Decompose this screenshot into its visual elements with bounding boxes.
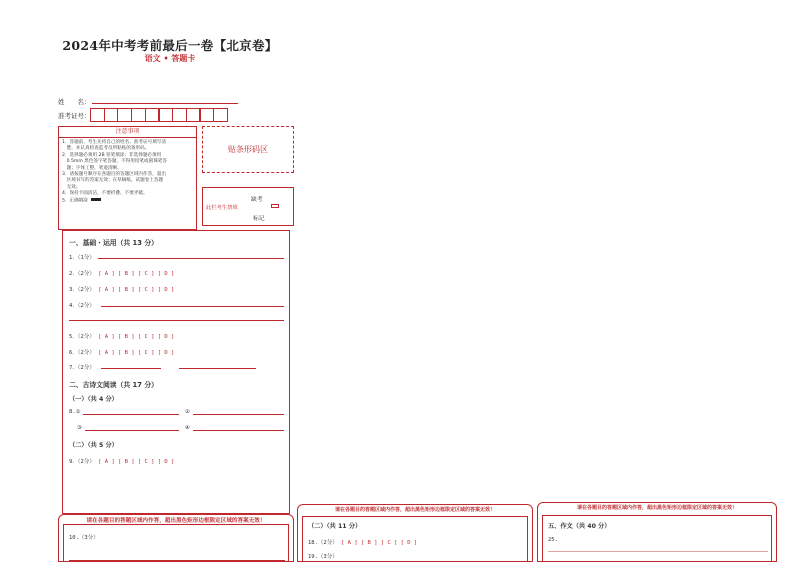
question-9-options[interactable]: [ A ] [ B ] [ C ] [ D ] xyxy=(98,459,175,465)
absent-mark-box xyxy=(202,187,294,226)
notice-item: 4．保持卡面清洁，不要折叠、不要弄破。 xyxy=(62,191,148,197)
barcode-label: 贴条形码区 xyxy=(228,145,268,154)
id-cell[interactable] xyxy=(90,108,105,122)
notice-item: 3．请按题号顺序在各题目的答题区域内作答，超出 xyxy=(62,172,166,178)
barcode-area xyxy=(202,126,294,173)
essay-title: 五、作文（共 40 分） xyxy=(548,523,611,530)
question-5: 5．（2分） [ A ] [ B ] [ C ] [ D ] xyxy=(69,334,175,340)
answer-panel-col3 xyxy=(537,502,777,562)
answer-line-4a[interactable] xyxy=(101,306,284,307)
question-18: 18.（2分） [ A ] [ B ] [ C ] [ D ] xyxy=(308,540,418,546)
notice-item: 2．选择题必须用 2B 铅笔填涂；非选择题必须用 xyxy=(62,152,162,158)
section1-title: 一、基础・运用（共 13 分） xyxy=(69,239,158,247)
question-5-options[interactable]: [ A ] [ B ] [ C ] [ D ] xyxy=(98,334,175,340)
absent-mark-label: 标记 xyxy=(253,216,265,222)
answer-line-10[interactable] xyxy=(69,560,285,561)
answer-panel-section1 xyxy=(62,230,290,514)
question-8-3: ③ xyxy=(77,425,82,431)
section2-title: 二、古诗文阅读（共 17 分） xyxy=(69,381,158,389)
essay-line-1[interactable] xyxy=(548,551,768,552)
absent-checkbox[interactable] xyxy=(271,204,279,208)
answer-box-10 xyxy=(63,524,289,561)
answer-line-7a[interactable] xyxy=(101,368,161,369)
notice-item: 无效。 xyxy=(62,184,81,190)
name-label: 姓 名： xyxy=(58,98,91,106)
absent-label: 缺考 xyxy=(251,197,263,203)
id-number-cells[interactable] xyxy=(90,108,227,122)
col2-sub-title: （二）（共 11 分） xyxy=(308,523,362,530)
id-cell[interactable] xyxy=(213,108,228,122)
area-warning-1: 请在各题目的答题区域内作答，超出黑色矩形边框限定区域的答案无效！ xyxy=(86,518,266,524)
section2-sub1: （一）（共 4 分） xyxy=(69,396,118,403)
id-cell[interactable] xyxy=(172,108,187,122)
area-warning-3: 请在各题目的答题区域内作答，超出黑色矩形边框限定区域的答案无效！ xyxy=(576,505,737,511)
question-8: 8.① xyxy=(69,409,81,415)
question-3-options[interactable]: [ A ] [ B ] [ C ] [ D ] xyxy=(98,287,175,293)
notice-title: 注意事项 xyxy=(59,127,196,138)
filled-mark-example xyxy=(91,198,101,202)
question-7: 7．（2分） xyxy=(69,365,95,371)
answer-line-4b[interactable] xyxy=(69,320,284,321)
answer-line-7b[interactable] xyxy=(179,368,256,369)
question-3: 3．（2分） [ A ] [ B ] [ C ] [ D ] xyxy=(69,287,175,293)
id-cell[interactable] xyxy=(159,108,174,122)
id-cell[interactable] xyxy=(145,108,160,122)
notice-item: 区域书写的答案无效；在草稿纸、试题卷上答题 xyxy=(62,178,164,184)
id-cell[interactable] xyxy=(186,108,201,122)
notice-item: 楚，并认真检查监考员所粘贴的条形码。 xyxy=(62,146,150,152)
answer-line-8-2[interactable] xyxy=(193,414,284,415)
question-8-2: ② xyxy=(185,409,190,415)
answer-panel-col2 xyxy=(297,504,533,562)
answer-line-8-4[interactable] xyxy=(193,430,284,431)
answer-panel-col1-bottom xyxy=(58,514,294,562)
question-18-options[interactable]: [ A ] [ B ] [ C ] [ D ] xyxy=(341,540,418,546)
question-10: 10.（3分） xyxy=(69,535,99,541)
section2-sub2: （二）（共 5 分） xyxy=(69,442,118,449)
question-25: 25. xyxy=(548,537,558,543)
name-field[interactable] xyxy=(92,103,238,104)
question-2: 2．（2分） [ A ] [ B ] [ C ] [ D ] xyxy=(69,271,175,277)
notice-item: 题；字体工整、笔迹清晰。 xyxy=(62,165,122,171)
answer-box-col2 xyxy=(302,516,528,561)
essay-box xyxy=(542,515,772,561)
question-8-4: ④ xyxy=(185,425,190,431)
id-cell[interactable] xyxy=(131,108,146,122)
absent-forbidden-label: 此栏考生禁填 xyxy=(206,205,238,211)
question-9: 9．（2分） [ A ] [ B ] [ C ] [ D ] xyxy=(69,459,175,465)
id-cell[interactable] xyxy=(104,108,119,122)
notice-item: 5．正确填涂 xyxy=(62,198,193,205)
question-6: 6．（2分） [ A ] [ B ] [ C ] [ D ] xyxy=(69,350,175,356)
answer-line-1[interactable] xyxy=(98,258,284,259)
question-2-options[interactable]: [ A ] [ B ] [ C ] [ D ] xyxy=(98,271,175,277)
question-19: 19.（3分） xyxy=(308,554,338,560)
page-title: 2024年中考考前最后一卷【北京卷】 xyxy=(62,38,278,53)
question-1: 1．（1分） xyxy=(69,255,95,261)
question-6-options[interactable]: [ A ] [ B ] [ C ] [ D ] xyxy=(98,350,175,356)
question-4: 4．（2分） xyxy=(69,303,95,309)
notice-item: 0.5mm 黑色签字笔答题，不得用铅笔或圆珠笔答 xyxy=(62,159,167,165)
id-label: 准考证号： xyxy=(58,112,91,120)
notice-box xyxy=(58,126,197,230)
notice-body xyxy=(59,138,196,206)
page-subtitle: 语文 • 答题卡 xyxy=(144,53,196,63)
area-warning-2: 请在各题目的答题区域内作答，超出黑色矩形边框限定区域的答案无效！ xyxy=(334,507,495,513)
answer-line-8-3[interactable] xyxy=(85,430,179,431)
answer-line-8-1[interactable] xyxy=(83,414,179,415)
id-cell[interactable] xyxy=(200,108,215,122)
id-cell[interactable] xyxy=(117,108,132,122)
notice-item: 1．答题前，考生先将自己的姓名、准考证号填写清 xyxy=(62,140,166,145)
